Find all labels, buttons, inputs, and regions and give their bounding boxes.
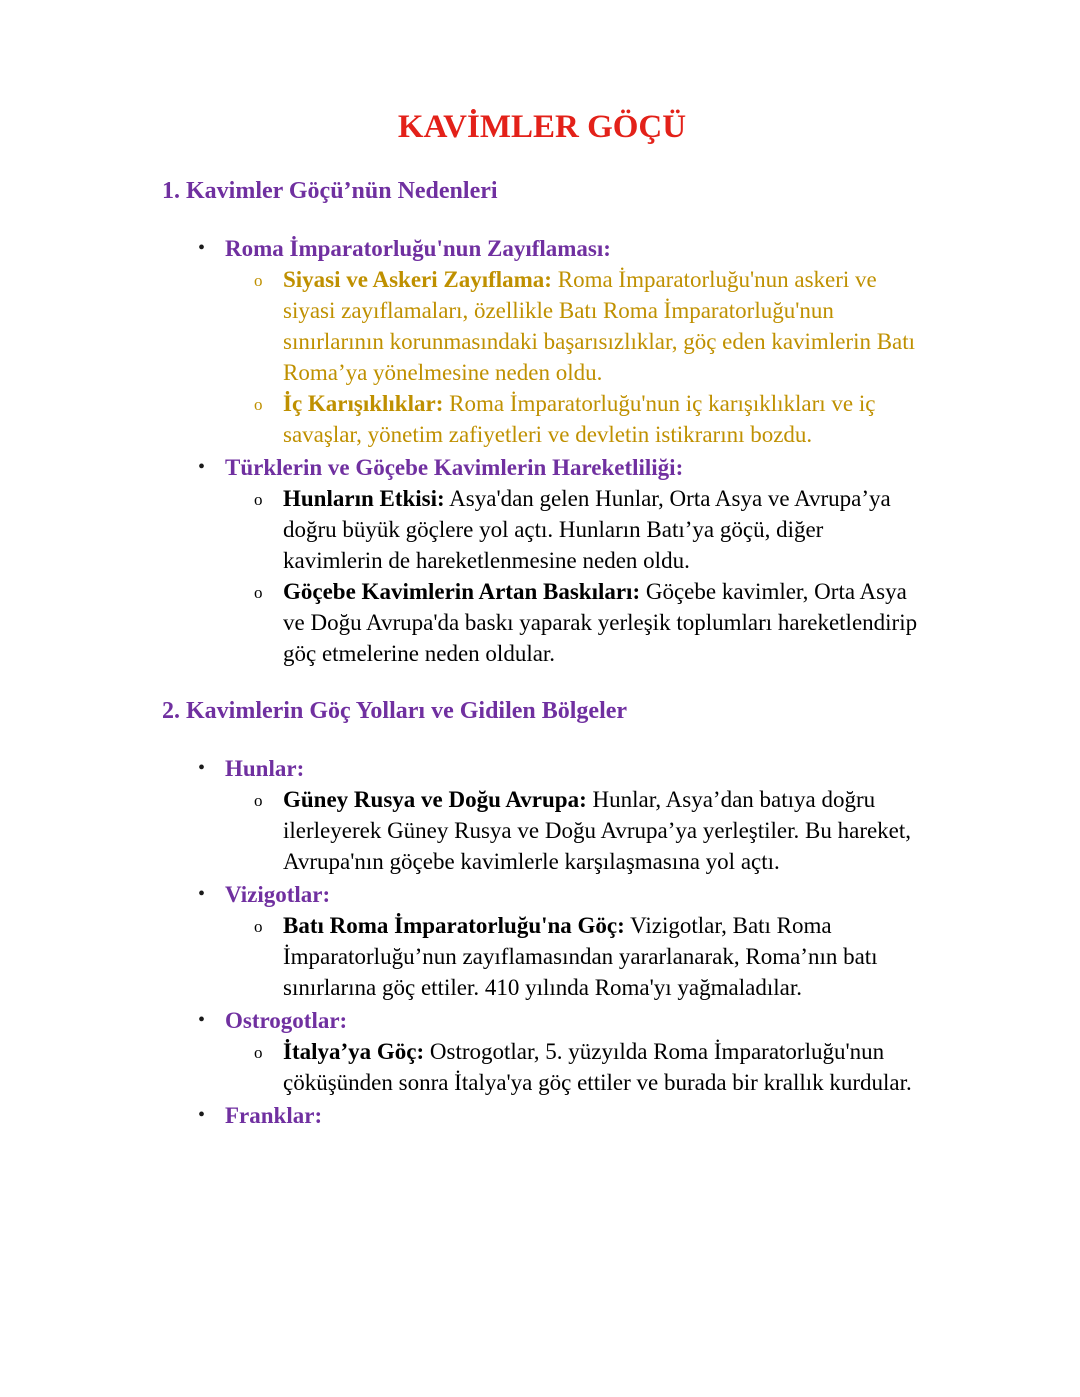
sub-bullet-list: [225, 910, 922, 1003]
bullet-icon: •: [198, 236, 206, 259]
bullet-icon: •: [198, 882, 206, 905]
item-label: Franklar:: [225, 1102, 323, 1128]
list-item: [162, 1100, 922, 1131]
bullet-icon: •: [198, 1103, 206, 1126]
sub-list-item: [225, 910, 922, 1003]
sub-item-text: Ostrogotlar, 5. yüzyılda Roma İmparatorluğu'nun çöküşünden sonra İtalya'ya göç ettiler ve burada bir krallık kurdular.: [283, 1038, 912, 1095]
sub-item-text: Roma İmparatorluğu'nun askeri ve siyasi zayıflamaları, özellikle Batı Roma İmparatorluğu'nun sınırlarının korunmasındaki başarısızlıklar, göç eden kavimlerin Batı Roma’ya yönelmesine neden oldu.: [283, 266, 916, 385]
item-label: Vizigotlar:: [225, 881, 331, 907]
sub-bullet-list: [225, 1036, 922, 1098]
page-title: KAVİMLER GÖÇÜ: [397, 109, 687, 145]
item-label: Hunlar:: [225, 755, 305, 781]
sub-list-item: [225, 483, 922, 576]
list-item: [162, 879, 922, 1003]
circle-bullet-icon: o: [254, 582, 263, 602]
sub-list-item: [225, 264, 922, 388]
circle-bullet-icon: o: [254, 489, 263, 509]
list-item: [162, 233, 922, 450]
sub-item-label: İç Karışıklıklar:: [283, 390, 444, 416]
sub-item-text: Hunlar, Asya’dan batıya doğru ilerleyerek Güney Rusya ve Doğu Avrupa’ya yerleştiler. Bu hareket, Avrupa'nın göçebe kavimlerle karşılaşmasına yol açtı.: [283, 786, 912, 874]
sub-item-label: Güney Rusya ve Doğu Avrupa:: [283, 786, 587, 812]
sub-bullet-list: [225, 264, 922, 450]
sub-bullet-list: [225, 483, 922, 669]
item-label: Türklerin ve Göçebe Kavimlerin Hareketliliği:: [225, 454, 684, 480]
sub-list-item: [225, 388, 922, 450]
circle-bullet-icon: o: [254, 394, 263, 414]
sub-item-label: Göçebe Kavimlerin Artan Baskıları:: [283, 578, 641, 604]
sub-list-item: [225, 576, 922, 669]
sub-item-label: Siyasi ve Askeri Zayıflama:: [283, 266, 552, 292]
document-content: [162, 175, 922, 1131]
list-item: [162, 452, 922, 669]
bullet-list: [162, 233, 922, 669]
sub-item-label: İtalya’ya Göç:: [283, 1038, 425, 1064]
list-item: [162, 1005, 922, 1098]
sub-item-label: Batı Roma İmparatorluğu'na Göç:: [283, 912, 625, 938]
bullet-icon: •: [198, 1008, 206, 1031]
circle-bullet-icon: o: [254, 270, 263, 290]
item-label: Ostrogotlar:: [225, 1007, 348, 1033]
sub-item-text: Vizigotlar, Batı Roma İmparatorluğu’nun zayıflamasından yararlanarak, Roma’nın batı sınırlarına göç ettiler. 410 yılında Roma'yı yağmaladılar.: [283, 912, 878, 1000]
circle-bullet-icon: o: [254, 916, 263, 936]
section-heading: 1. Kavimler Göçü’nün Nedenleri: [162, 177, 498, 204]
item-label: Roma İmparatorluğu'nun Zayıflaması:: [225, 235, 611, 261]
sub-item-label: Hunların Etkisi:: [283, 485, 445, 511]
sub-item-text: Asya'dan gelen Hunlar, Orta Asya ve Avrupa’ya doğru büyük göçlere yol açtı. Hunların Batı’ya göçü, diğer kavimlerin de hareketlenmesine neden oldu.: [283, 485, 891, 573]
list-item: [162, 753, 922, 877]
sub-item-text: Göçebe kavimler, Orta Asya ve Doğu Avrupa'da baskı yaparak yerleşik toplumları hareketlendirip göç etmelerine neden oldular.: [283, 578, 918, 666]
sub-list-item: [225, 1036, 922, 1098]
section-heading: 2. Kavimlerin Göç Yolları ve Gidilen Bölgeler: [162, 697, 628, 724]
bullet-icon: •: [198, 756, 206, 779]
sub-bullet-list: [225, 784, 922, 877]
sub-list-item: [225, 784, 922, 877]
circle-bullet-icon: o: [254, 790, 263, 810]
bullet-list: [162, 753, 922, 1131]
sub-item-text: Roma İmparatorluğu'nun iç karışıklıkları ve iç savaşlar, yönetim zafiyetleri ve devletin istikrarını bozdu.: [283, 390, 876, 447]
bullet-icon: •: [198, 455, 206, 478]
circle-bullet-icon: o: [254, 1042, 263, 1062]
